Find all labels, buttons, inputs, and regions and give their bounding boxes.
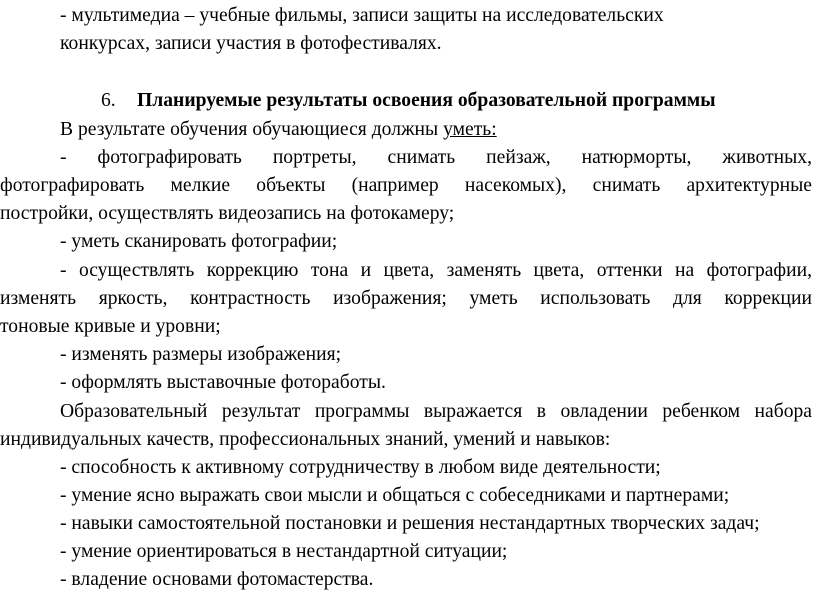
text-line: фотографировать мелкие объекты (например насекомых), снимать архитектурные [0, 175, 812, 196]
intro-line [60, 116, 812, 144]
text-line: изменять яркость, контрастность изображения; уметь использовать для коррекции [0, 288, 812, 309]
text-line: индивидуальных качеств, профессиональных знаний, умений и навыков: [0, 429, 611, 450]
text-line: постройки, осуществлять видеозапись на фотокамеру; [0, 203, 455, 224]
text-line: - способность к активному сотрудничеству в любом виде деятельности; [60, 457, 661, 478]
text-line: - изменять размеры изображения; [60, 344, 342, 365]
text-line: - умение ясно выражать свои мысли и общаться с собеседниками и партнерами; [60, 485, 730, 506]
text-line: - мультимедиа – учебные фильмы, записи защиты на исследовательских [60, 5, 664, 26]
text-line: - фотографировать портреты, снимать пейзаж, натюрморты, животных, [60, 147, 812, 168]
text-line: тоновые кривые и уровни; [0, 316, 221, 337]
section-title: Планируемые результаты освоения образовательной программы [137, 90, 716, 111]
text-line: Образовательный результат программы выражается в овладении ребенком набора [60, 401, 812, 422]
text-line: - владение основами фотомастерства. [60, 569, 374, 590]
section-heading [101, 87, 812, 115]
text-line: конкурсах, записи участия в фотофестивалях. [60, 33, 442, 54]
text-line: - умение ориентироваться в нестандартной ситуации; [60, 541, 508, 562]
text-line: - оформлять выставочные фоторaботы. [60, 372, 386, 393]
text-line: - уметь сканировать фотографии; [60, 231, 338, 252]
text-line: - навыки самостоятельной постановки и решения нестандартных творческих задач; [60, 513, 760, 534]
text-line: - осуществлять коррекцию тона и цвета, заменять цвета, оттенки на фотографии, [60, 260, 812, 281]
intro-text: В результате обучения обучающиеся должны [60, 119, 444, 140]
underlined-word: уметь: [443, 119, 497, 140]
section-number: 6. [101, 90, 116, 111]
